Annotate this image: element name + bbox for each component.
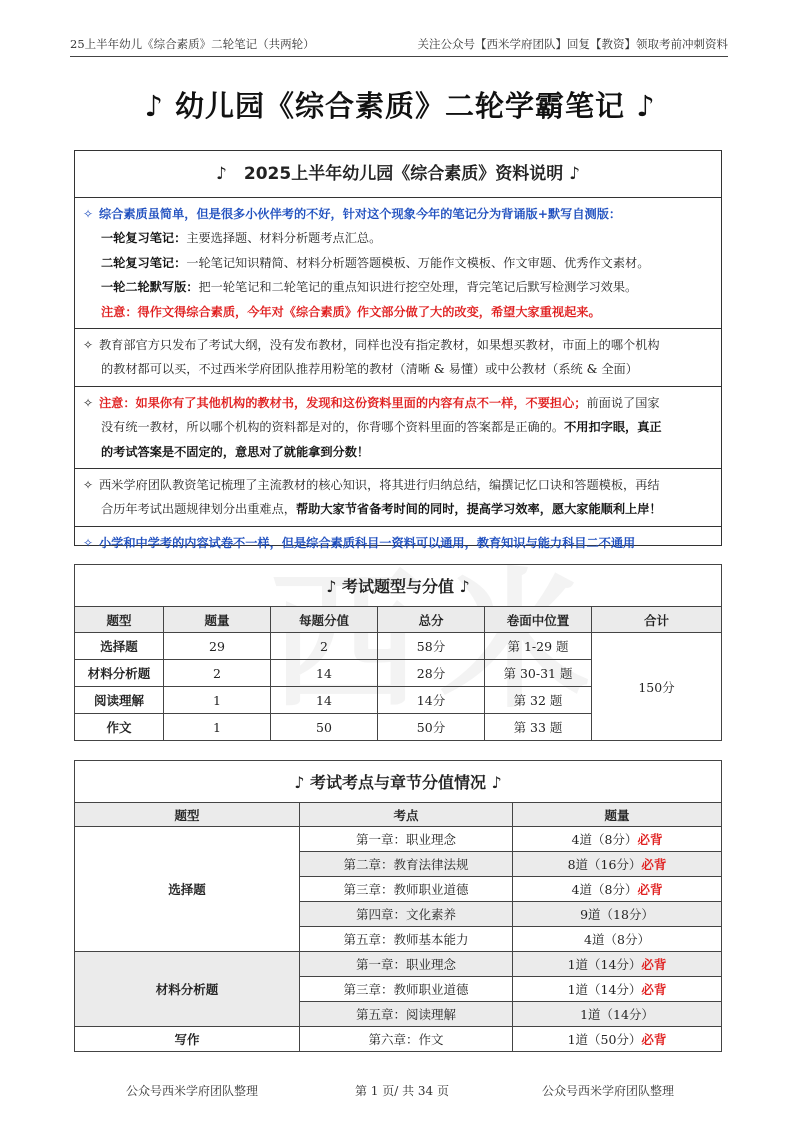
page-number: 第 1 页/ 共 34 页 (354, 1084, 450, 1098)
count-text: 1道（14分） (567, 982, 642, 997)
cell: 第 1-29 题 (485, 633, 592, 660)
intro-lead: 综合素质虽简单，但是很多小伙伴考的不好，针对这个现象今年的笔记分为背诵版+默写自测版： (99, 207, 622, 221)
cell: 作文 (75, 714, 164, 741)
essay-note: 注意：得作文得综合素质，今年对《综合素质》作文部分做了大的改变，希望大家重视起来。 (101, 304, 601, 319)
cell: 28分 (378, 660, 485, 687)
point-cell: 第一章：职业理念 (300, 827, 513, 852)
table-row (75, 827, 722, 852)
count-cell: 1道（14分） (513, 1002, 722, 1027)
attention-line-2-bold: 不用扣字眼，真正 (564, 420, 662, 435)
count-cell (513, 877, 722, 902)
col-header: 题量 (513, 803, 722, 827)
header-right: 关注公众号【西米学府团队】回复【教资】领取考前冲刺资料 (417, 37, 728, 51)
col-header: 题量 (164, 607, 271, 633)
count-text: 4道（8分） (571, 882, 638, 897)
header-left: 25上半年幼儿《综合素质》二轮笔记（共两轮） (70, 37, 315, 51)
must-badge: 必背 (641, 1032, 667, 1047)
footer-left: 公众号西米学府团队整理 (126, 1084, 259, 1098)
col-header: 考点 (300, 803, 513, 827)
chapters-title: ♪ 考试考点与章节分值情况 ♪ (75, 761, 722, 803)
count-text: 4道（8分） (571, 832, 638, 847)
point-cell: 第三章：教师职业道德 (300, 877, 513, 902)
diamond-icon: ✧ (83, 207, 94, 221)
diamond-icon: ✧ (83, 478, 94, 493)
point-cell: 第二章：教育法律法规 (300, 852, 513, 877)
cell: 50 (271, 714, 378, 741)
intro-section-subjects (75, 527, 721, 559)
diamond-icon: ✧ (83, 338, 94, 353)
table-row (75, 1027, 722, 1052)
cell: 1 (164, 714, 271, 741)
table-row (75, 952, 722, 977)
cell: 第 33 题 (485, 714, 592, 741)
team-line-2: 合历年考试出题规律划分出重难点， (101, 502, 296, 517)
cell: 1 (164, 687, 271, 714)
group-type: 选择题 (75, 827, 300, 952)
textbook-line-2: 的教材都可以买，不过西米学府团队推荐用粉笔的教材（清晰 & 易懂）或中公教材（系统 & 全面） (101, 362, 638, 377)
cell: 58分 (378, 633, 485, 660)
round1-label: 一轮复习笔记： (101, 231, 187, 246)
count-cell: 4道（8分） (513, 927, 722, 952)
table-row (75, 633, 722, 660)
point-cell: 第五章：教师基本能力 (300, 927, 513, 952)
round2-text: 一轮笔记知识精简、材料分析题答题模板、万能作文模板、作文审题、优秀作文素材。 (186, 255, 650, 270)
dictation-text: 把一轮笔记和二轮笔记的重点知识进行挖空处理，背完笔记后默写检测学习效果。 (198, 280, 638, 295)
intro-box (74, 150, 722, 550)
must-badge: 必背 (637, 832, 663, 847)
point-cell: 第三章：教师职业道德 (300, 977, 513, 1002)
page-header (70, 34, 728, 57)
subjects-note: 小学和中学考的内容试卷不一样，但是综合素质科目一资料可以通用，教育知识与能力科目二不通用 (99, 535, 636, 550)
dictation-label: 一轮二轮默写版： (101, 280, 199, 295)
diamond-icon: ✧ (83, 395, 94, 410)
cell: 阅读理解 (75, 687, 164, 714)
exam-types-table (74, 564, 722, 741)
intro-section-notes (75, 198, 721, 329)
team-line-1: 西米学府团队教资笔记梳理了主流教材的核心知识，将其进行归纳总结，编撰记忆口诀和答题模板，再结 (99, 478, 660, 493)
chapters-table (74, 760, 722, 1052)
point-cell: 第四章：文化素养 (300, 902, 513, 927)
count-cell (513, 827, 722, 852)
intro-section-team (75, 469, 721, 527)
col-header: 题型 (75, 803, 300, 827)
must-badge: 必背 (641, 982, 667, 997)
cell: 29 (164, 633, 271, 660)
cell: 14 (271, 687, 378, 714)
count-text: 8道（16分） (567, 857, 642, 872)
cell: 14分 (378, 687, 485, 714)
total-cell: 150分 (592, 633, 722, 741)
col-header: 题型 (75, 607, 164, 633)
footer-right: 公众号西米学府团队整理 (542, 1084, 675, 1098)
page-title: ♪ 幼儿园《综合素质》二轮学霸笔记 ♪ (144, 89, 656, 123)
count-cell (513, 977, 722, 1002)
intro-section-attention (75, 387, 721, 469)
col-header: 合计 (592, 607, 722, 633)
count-cell (513, 1027, 722, 1052)
point-cell: 第六章：作文 (300, 1027, 513, 1052)
point-cell: 第五章：阅读理解 (300, 1002, 513, 1027)
round1-text: 主要选择题、材料分析题考点汇总。 (186, 231, 382, 246)
attention-red: 注意：如果你有了其他机构的教材书，发现和这份资料里面的内容有点不一样，不要担心； (99, 395, 587, 410)
round2-label: 二轮复习笔记： (101, 255, 187, 270)
count-cell: 9道（18分） (513, 902, 722, 927)
team-line-2-bold: 帮助大家节省备考时间的同时，提高学习效率，愿大家能顺利上岸！ (296, 502, 662, 517)
cell: 14 (271, 660, 378, 687)
cell: 选择题 (75, 633, 164, 660)
cell: 材料分析题 (75, 660, 164, 687)
must-badge: 必背 (641, 857, 667, 872)
col-header: 卷面中位置 (485, 607, 592, 633)
count-cell (513, 952, 722, 977)
attention-line-3: 的考试答案是不固定的，意思对了就能拿到分数！ (101, 444, 370, 459)
cell: 2 (164, 660, 271, 687)
must-badge: 必背 (637, 882, 663, 897)
count-text: 1道（50分） (567, 1032, 642, 1047)
count-text: 1道（14分） (567, 957, 642, 972)
col-header: 每题分值 (271, 607, 378, 633)
col-header: 总分 (378, 607, 485, 633)
textbook-line-1: 教育部官方只发布了考试大纲，没有发布教材，同样也没有指定教材，如果想买教材，市面上的哪个机构 (99, 338, 660, 353)
group-type: 材料分析题 (75, 952, 300, 1027)
cell: 第 32 题 (485, 687, 592, 714)
count-cell (513, 852, 722, 877)
intro-section-textbook (75, 329, 721, 387)
attention-line-2: 没有统一教材，所以哪个机构的资料都是对的，你背哪个资料里面的答案都是正确的。 (101, 420, 565, 435)
cell: 第 30-31 题 (485, 660, 592, 687)
attention-tail: 前面说了国家 (586, 395, 660, 410)
must-badge: 必背 (641, 957, 667, 972)
intro-title: ♪ 2025上半年幼儿园《综合素质》资料说明 ♪ (75, 151, 721, 198)
point-cell: 第一章：职业理念 (300, 952, 513, 977)
cell: 50分 (378, 714, 485, 741)
group-type: 写作 (75, 1027, 300, 1052)
diamond-icon: ✧ (83, 535, 94, 550)
cell: 2 (271, 633, 378, 660)
exam-types-title: ♪ 考试题型与分值 ♪ (75, 565, 722, 607)
